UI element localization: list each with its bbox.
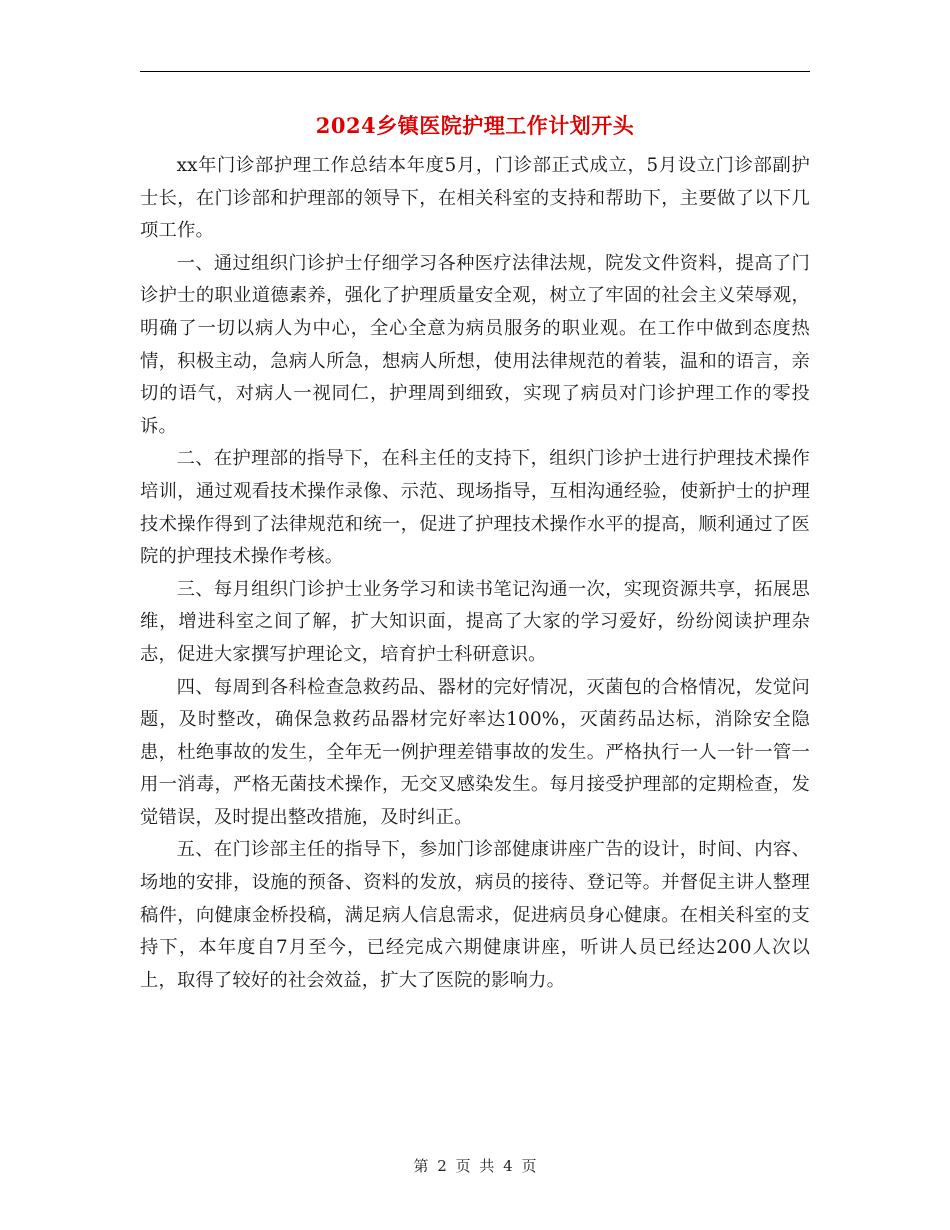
paragraph-intro: xx年门诊部护理工作总结本年度5月，门诊部正式成立，5月设立门诊部副护士长，在门诊部和护理部的领导下，在相关科室的支持和帮助下，主要做了以下几项工作。 [140, 155, 810, 242]
header-rule [140, 71, 810, 72]
paragraph-item-3: 三、每月组织门诊护士业务学习和读书笔记沟通一次，实现资源共享，拓展思维，增进科室之间了解，扩大知识面，提高了大家的学习爱好，纷纷阅读护理杂志，促进大家撰写护理论文，培育护士科研意识。 [140, 578, 810, 665]
document-title: 2024乡镇医院护理工作计划开头 [315, 113, 635, 138]
paragraph-item-5: 五、在门诊部主任的指导下，参加门诊部健康讲座广告的设计，时间、内容、场地的安排，设施的预备、资料的发放，病员的接待、登记等。并督促主讲人整理稿件，向健康金桥投稿，满足病人信息需求，促进病员身心健康。在相关科室的支持下，本年度自7月至今，已经完成六期健康讲座，听讲人员已经达200人次以上，取得了较好的社会效益，扩大了医院的影响力。 [140, 839, 810, 991]
paragraph-item-1: 一、通过组织门诊护士仔细学习各种医疗法律法规，院发文件资料，提高了门诊护士的职业道德素养，强化了护理质量安全观，树立了牢固的社会主义荣辱观，明确了一切以病人为中心，全心全意为病员服务的职业观。在工作中做到态度热情，积极主动，急病人所急，想病人所想，使用法律规范的着装，温和的语言，亲切的语气，对病人一视同仁，护理周到细致，实现了病员对门诊护理工作的零投诉。 [140, 252, 810, 437]
document-body [140, 150, 810, 997]
paragraph-item-4: 四、每周到各科检查急救药品、器材的完好情况，灭菌包的合格情况，发觉问题，及时整改，确保急救药品器材完好率达100%，灭菌药品达标，消除安全隐患，杜绝事故的发生，全年无一例护理差错事故的发生。严格执行一人一针一管一用一消毒，严格无菌技术操作，无交叉感染发生。每月接受护理部的定期检查，发觉错误，及时提出整改措施，及时纠正。 [140, 676, 810, 828]
paragraph-item-2: 二、在护理部的指导下，在科主任的支持下，组织门诊护士进行护理技术操作培训，通过观看技术操作录像、示范、现场指导，互相沟通经验，使新护士的护理技术操作得到了法律规范和统一，促进了护理技术操作水平的提高，顺利通过了医院的护理技术操作考核。 [140, 448, 810, 568]
page-number: 第 2 页 共 4 页 [413, 1157, 537, 1175]
